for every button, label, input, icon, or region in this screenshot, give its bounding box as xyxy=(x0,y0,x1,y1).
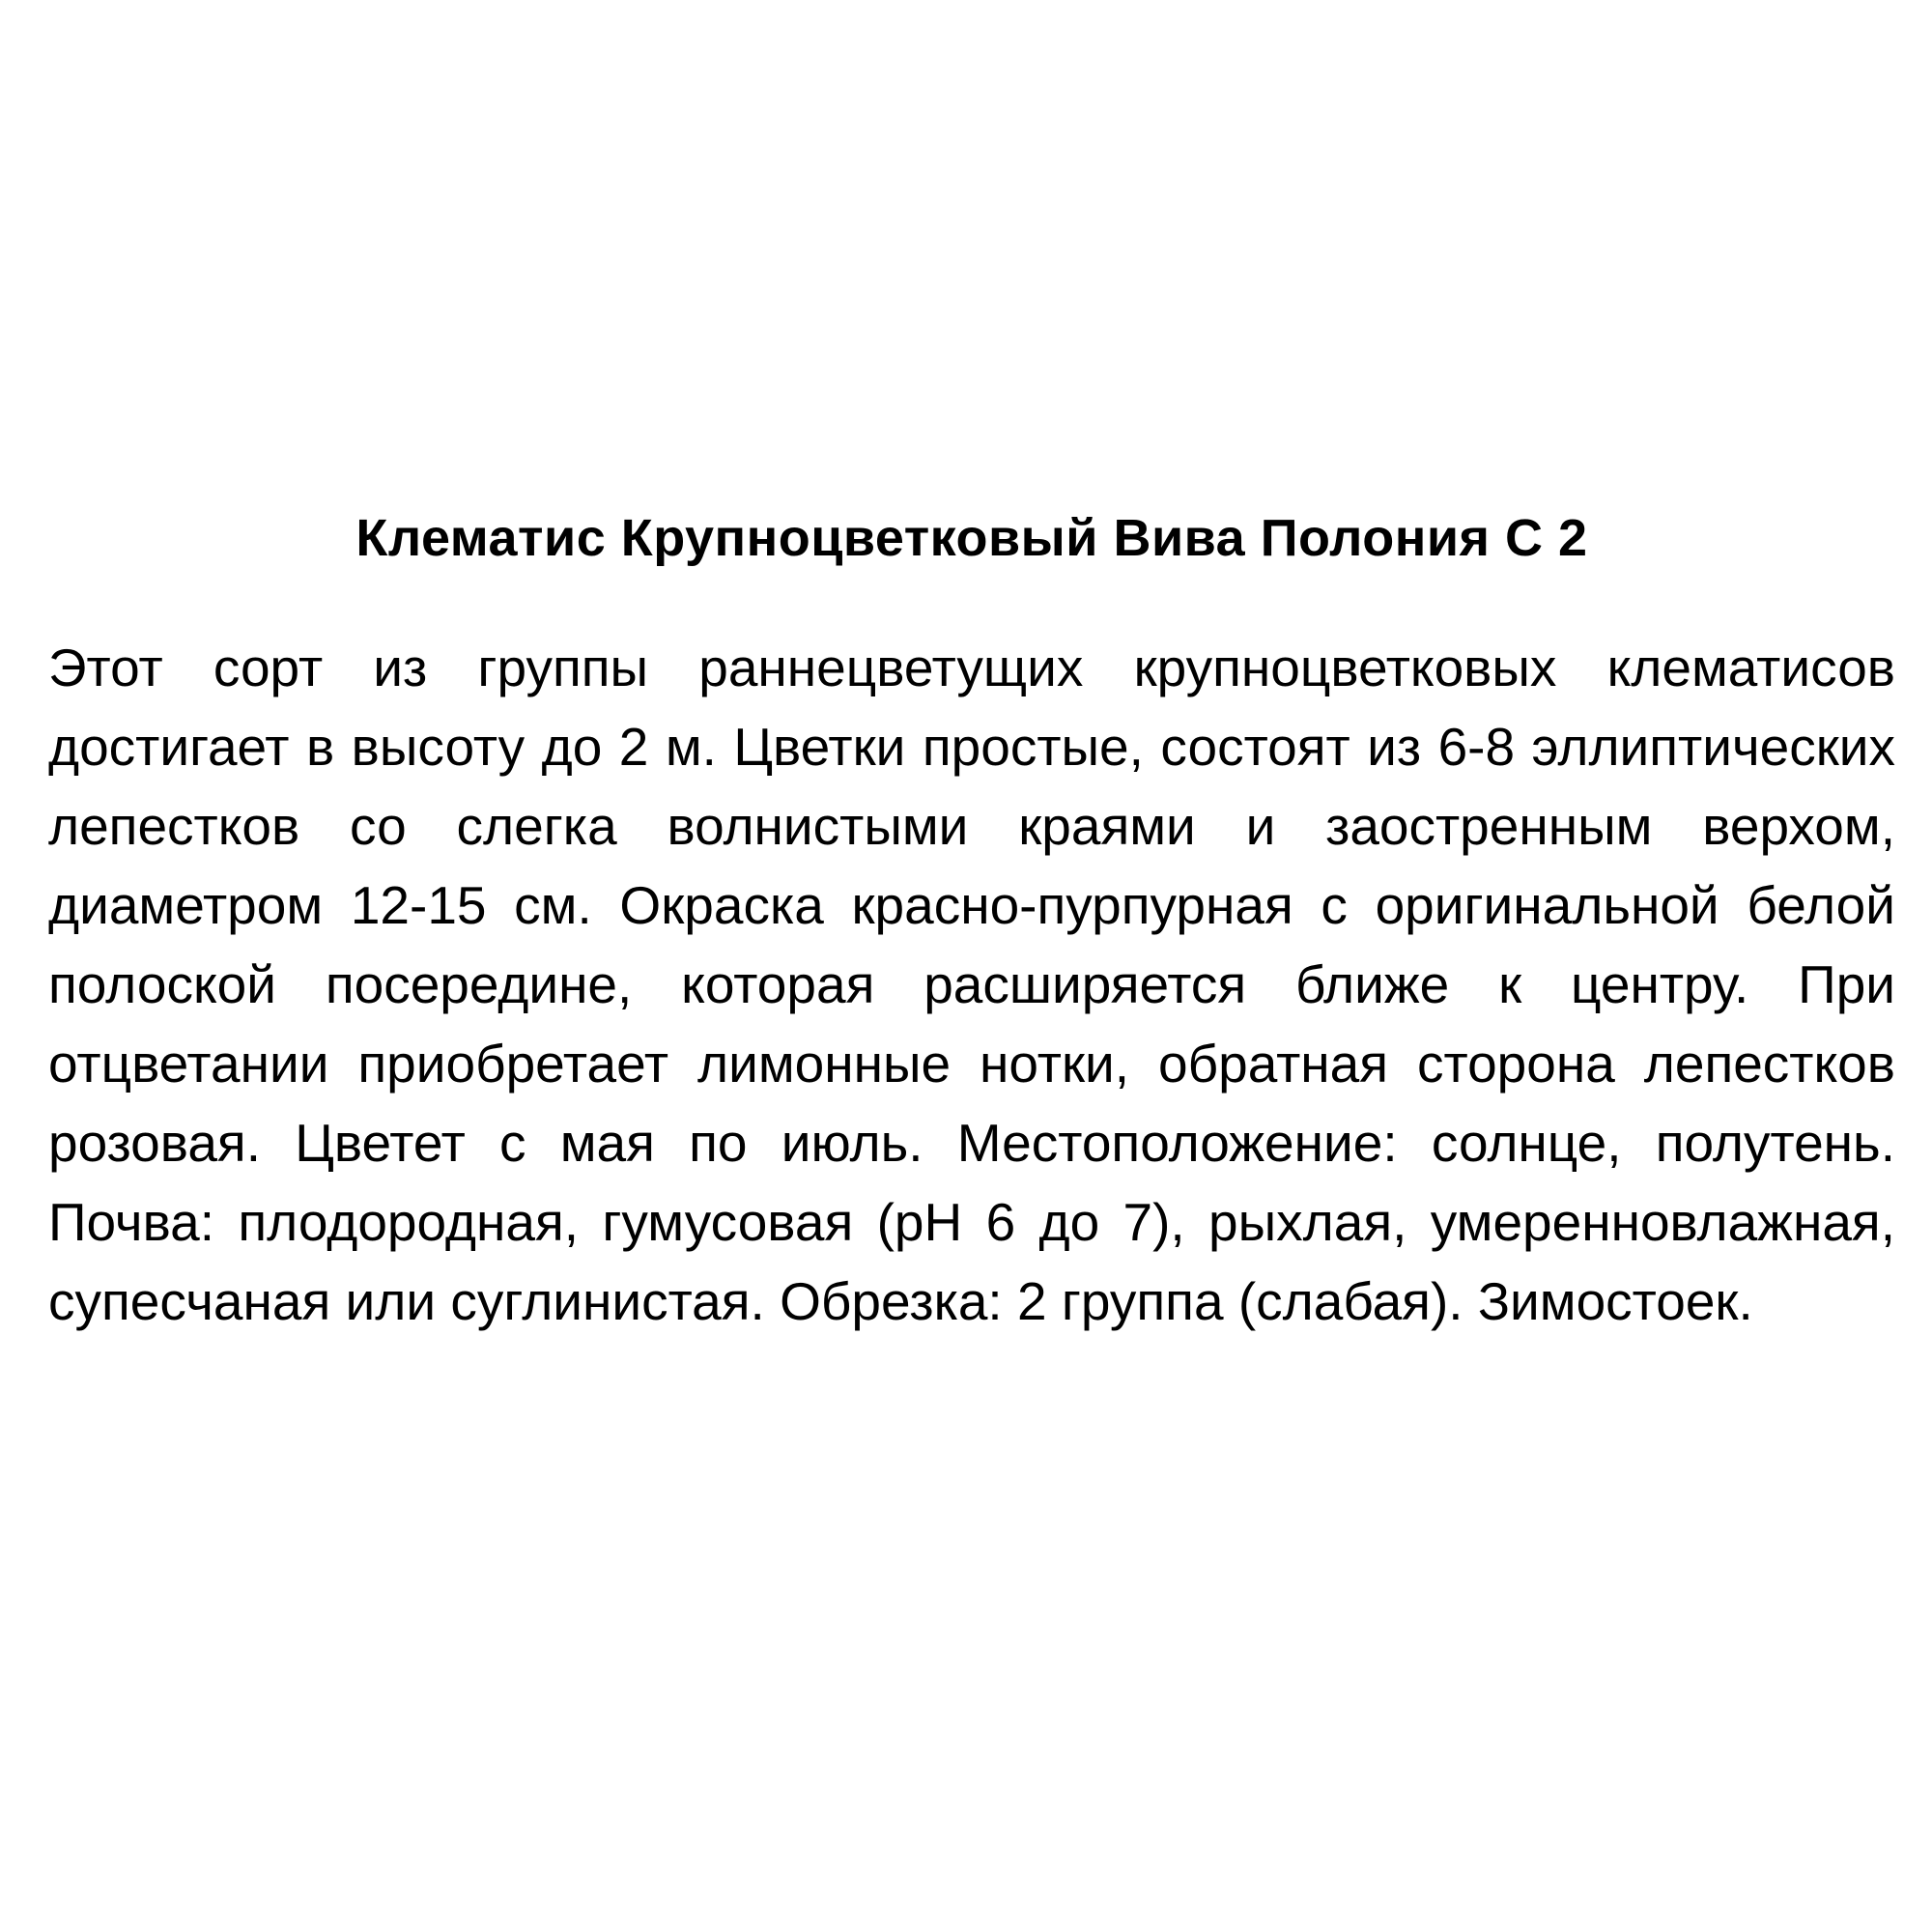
product-info-card xyxy=(48,502,1895,1341)
product-description: Этот сорт из группы раннецветущих крупноцветковых клематисов достигает в высоту до 2 м. Цветки простые, состоят из 6-8 эллиптических лепестков со слегка волнистыми краями и заостренным верхом, диаметром 12-15 см. Окраска красно-пурпурная с оригинальной белой полоской посередине, которая расширяется ближе к центру. При отцветании приобретает лимонные нотки, обратная сторона лепестков розовая. Цветет с мая по июль. Местоположение: солнце, полутень. Почва: плодородная, гумусовая (pH 6 до 7), рыхлая, умеренновлажная, супесчаная или суглинистая. Обрезка: 2 группа (слабая). Зимостоек. xyxy=(48,638,1895,1331)
product-title: Клематис Крупноцветковый Вива Полония С 2 xyxy=(355,509,1588,567)
